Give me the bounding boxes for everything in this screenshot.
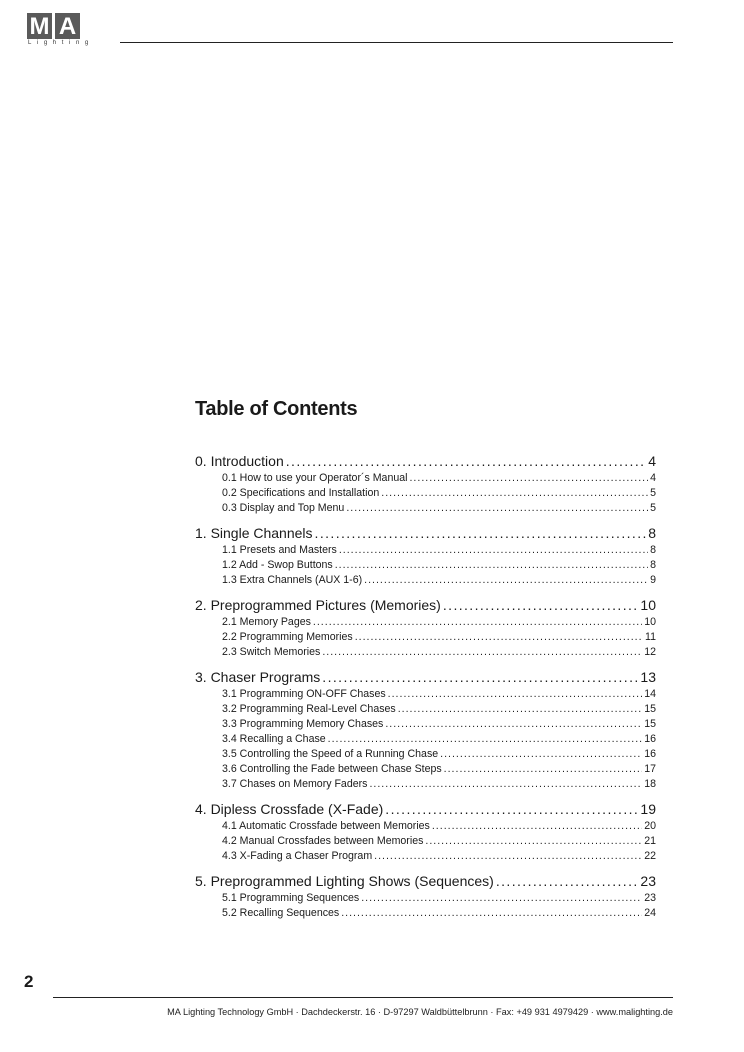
- toc-chapter-entry-page: 10: [640, 597, 656, 613]
- table-of-contents: [195, 451, 656, 928]
- toc-subsection-entry[interactable]: [222, 615, 656, 630]
- toc-subsection-entry-page: 16: [644, 748, 656, 760]
- toc-subsection-entry[interactable]: [222, 486, 656, 501]
- dot-leader: [369, 777, 642, 792]
- toc-subsection-entry[interactable]: [222, 906, 656, 921]
- toc-subsection-entry-label: 5.1 Programming Sequences: [222, 892, 360, 904]
- dot-leader: [443, 595, 639, 615]
- toc-subsection-entry-page: 23: [644, 892, 656, 904]
- logo-letter-m: M: [27, 13, 52, 39]
- toc-chapter-entry-page: 19: [640, 801, 656, 817]
- dot-leader: [341, 906, 642, 921]
- toc-subsection-entry-label: 1.1 Presets and Masters: [222, 544, 337, 556]
- toc-subsection-entry-page: 12: [644, 646, 656, 658]
- logo-subtitle: Lighting: [28, 40, 94, 46]
- page-number: 2: [24, 972, 34, 991]
- toc-subsection-entry-label: 0.1 How to use your Operator´s Manual: [222, 472, 408, 484]
- dot-leader: [440, 747, 642, 762]
- dot-leader: [409, 471, 648, 486]
- toc-subsection-entry-label: 4.1 Automatic Crossfade between Memories: [222, 820, 430, 832]
- dot-leader: [322, 667, 638, 687]
- toc-subsection-entry-page: 8: [650, 544, 656, 556]
- toc-section: [195, 451, 656, 516]
- dot-leader: [374, 849, 642, 864]
- toc-subsection-entry[interactable]: [222, 573, 656, 588]
- toc-subsection-entry-page: 22: [644, 850, 656, 862]
- toc-subsection-entry[interactable]: [222, 732, 656, 747]
- toc-subsection-entry-label: 2.1 Memory Pages: [222, 616, 311, 628]
- toc-subsection-entry[interactable]: [222, 543, 656, 558]
- dot-leader: [385, 799, 638, 819]
- toc-subsection-entry-label: 1.3 Extra Channels (AUX 1-6): [222, 574, 363, 586]
- toc-subsection-entry[interactable]: [222, 630, 656, 645]
- dot-leader: [385, 717, 642, 732]
- dot-leader: [432, 819, 642, 834]
- toc-subsection-entry-page: 17: [644, 763, 656, 775]
- toc-subsection-entry-label: 3.4 Recalling a Chase: [222, 733, 326, 745]
- toc-section: [195, 871, 656, 921]
- toc-chapter-entry-label: 0. Introduction: [195, 453, 284, 469]
- toc-chapter-entry[interactable]: [195, 799, 656, 819]
- toc-subsection-entry-page: 14: [644, 688, 656, 700]
- toc-subsection-entry[interactable]: [222, 777, 656, 792]
- toc-subsection-entry-label: 0.3 Display and Top Menu: [222, 502, 345, 514]
- toc-subsection-entry-page: 21: [644, 835, 656, 847]
- toc-chapter-entry-label: 4. Dipless Crossfade (X-Fade): [195, 801, 384, 817]
- toc-subsection-entry-page: 20: [644, 820, 656, 832]
- toc-subsection-entry-label: 3.1 Programming ON-OFF Chases: [222, 688, 386, 700]
- logo-letter-a: A: [55, 13, 80, 39]
- dot-leader: [315, 523, 647, 543]
- toc-subsection-entry-page: 5: [650, 487, 656, 499]
- toc-subsection-entry[interactable]: [222, 645, 656, 660]
- toc-section: [195, 595, 656, 660]
- toc-subsection-entry[interactable]: [222, 558, 656, 573]
- toc-subsection-entry-label: 4.3 X-Fading a Chaser Program: [222, 850, 373, 862]
- toc-subsection-entry-label: 3.2 Programming Real-Level Chases: [222, 703, 396, 715]
- toc-subsection-entry-label: 3.6 Controlling the Fade between Chase Steps: [222, 763, 442, 775]
- toc-subsection-entry-page: 18: [644, 778, 656, 790]
- dot-leader: [286, 451, 646, 471]
- toc-subsection-entry[interactable]: [222, 819, 656, 834]
- toc-subsection-entry-label: 5.2 Recalling Sequences: [222, 907, 340, 919]
- toc-chapter-entry-page: 8: [648, 525, 656, 541]
- toc-chapter-entry[interactable]: [195, 451, 656, 471]
- toc-subsection-entry-page: 10: [644, 616, 656, 628]
- dot-leader: [381, 486, 648, 501]
- toc-subsection-entry-label: 2.3 Switch Memories: [222, 646, 321, 658]
- toc-subsection-entry[interactable]: [222, 717, 656, 732]
- dot-leader: [355, 630, 643, 645]
- toc-subsection-entry-page: 16: [644, 733, 656, 745]
- toc-chapter-entry-label: 2. Preprogrammed Pictures (Memories): [195, 597, 441, 613]
- toc-title: Table of Contents: [195, 398, 358, 420]
- toc-subsection-entry[interactable]: [222, 501, 656, 516]
- toc-subsection-entry[interactable]: [222, 471, 656, 486]
- toc-subsection-entry-page: 24: [644, 907, 656, 919]
- dot-leader: [425, 834, 642, 849]
- toc-subsection-entry-label: 1.2 Add - Swop Buttons: [222, 559, 333, 571]
- toc-subsection-entry[interactable]: [222, 849, 656, 864]
- dot-leader: [328, 732, 643, 747]
- footer-address: MA Lighting Technology GmbH · Dachdeckerstr. 16 · D-97297 Waldbüttelbrunn · Fax: +49 931 4979429 · www.malighting.de: [167, 1007, 673, 1017]
- dot-leader: [361, 891, 642, 906]
- toc-subsection-entry-page: 11: [645, 631, 656, 643]
- dot-leader: [388, 687, 643, 702]
- toc-section: [195, 523, 656, 588]
- toc-chapter-entry-label: 1. Single Channels: [195, 525, 313, 541]
- toc-chapter-entry-page: 13: [640, 669, 656, 685]
- toc-chapter-entry-page: 4: [648, 453, 656, 469]
- toc-subsection-entry-page: 4: [650, 472, 656, 484]
- toc-chapter-entry[interactable]: [195, 595, 656, 615]
- toc-subsection-entry-label: 3.3 Programming Memory Chases: [222, 718, 384, 730]
- toc-chapter-entry-page: 23: [640, 873, 656, 889]
- toc-subsection-entry[interactable]: [222, 834, 656, 849]
- toc-chapter-entry-label: 5. Preprogrammed Lighting Shows (Sequences): [195, 873, 494, 889]
- dot-leader: [444, 762, 643, 777]
- dot-leader: [346, 501, 648, 516]
- toc-subsection-entry-page: 5: [650, 502, 656, 514]
- toc-subsection-entry[interactable]: [222, 762, 656, 777]
- toc-subsection-entry[interactable]: [222, 747, 656, 762]
- toc-chapter-entry[interactable]: [195, 667, 656, 687]
- header-rule: [120, 42, 673, 43]
- toc-chapter-entry[interactable]: [195, 523, 656, 543]
- toc-section: [195, 799, 656, 864]
- dot-leader: [364, 573, 648, 588]
- toc-subsection-entry-label: 2.2 Programming Memories: [222, 631, 353, 643]
- toc-subsection-entry-page: 15: [644, 703, 656, 715]
- toc-subsection-entry[interactable]: [222, 891, 656, 906]
- dot-leader: [335, 558, 648, 573]
- toc-subsection-entry-label: 3.5 Controlling the Speed of a Running Chase: [222, 748, 439, 760]
- toc-subsection-entry-page: 15: [644, 718, 656, 730]
- dot-leader: [496, 871, 639, 891]
- toc-subsection-entry-label: 0.2 Specifications and Installation: [222, 487, 380, 499]
- toc-chapter-entry-label: 3. Chaser Programs: [195, 669, 321, 685]
- dot-leader: [339, 543, 648, 558]
- toc-section: [195, 667, 656, 792]
- toc-subsection-entry[interactable]: [222, 702, 656, 717]
- toc-subsection-entry-page: 9: [650, 574, 656, 586]
- toc-subsection-entry[interactable]: [222, 687, 656, 702]
- dot-leader: [313, 615, 642, 630]
- footer-rule: [53, 997, 673, 998]
- dot-leader: [398, 702, 643, 717]
- toc-subsection-entry-label: 4.2 Manual Crossfades between Memories: [222, 835, 424, 847]
- dot-leader: [322, 645, 642, 660]
- toc-chapter-entry[interactable]: [195, 871, 656, 891]
- ma-lighting-logo: [27, 13, 119, 53]
- toc-subsection-entry-page: 8: [650, 559, 656, 571]
- toc-subsection-entry-label: 3.7 Chases on Memory Faders: [222, 778, 368, 790]
